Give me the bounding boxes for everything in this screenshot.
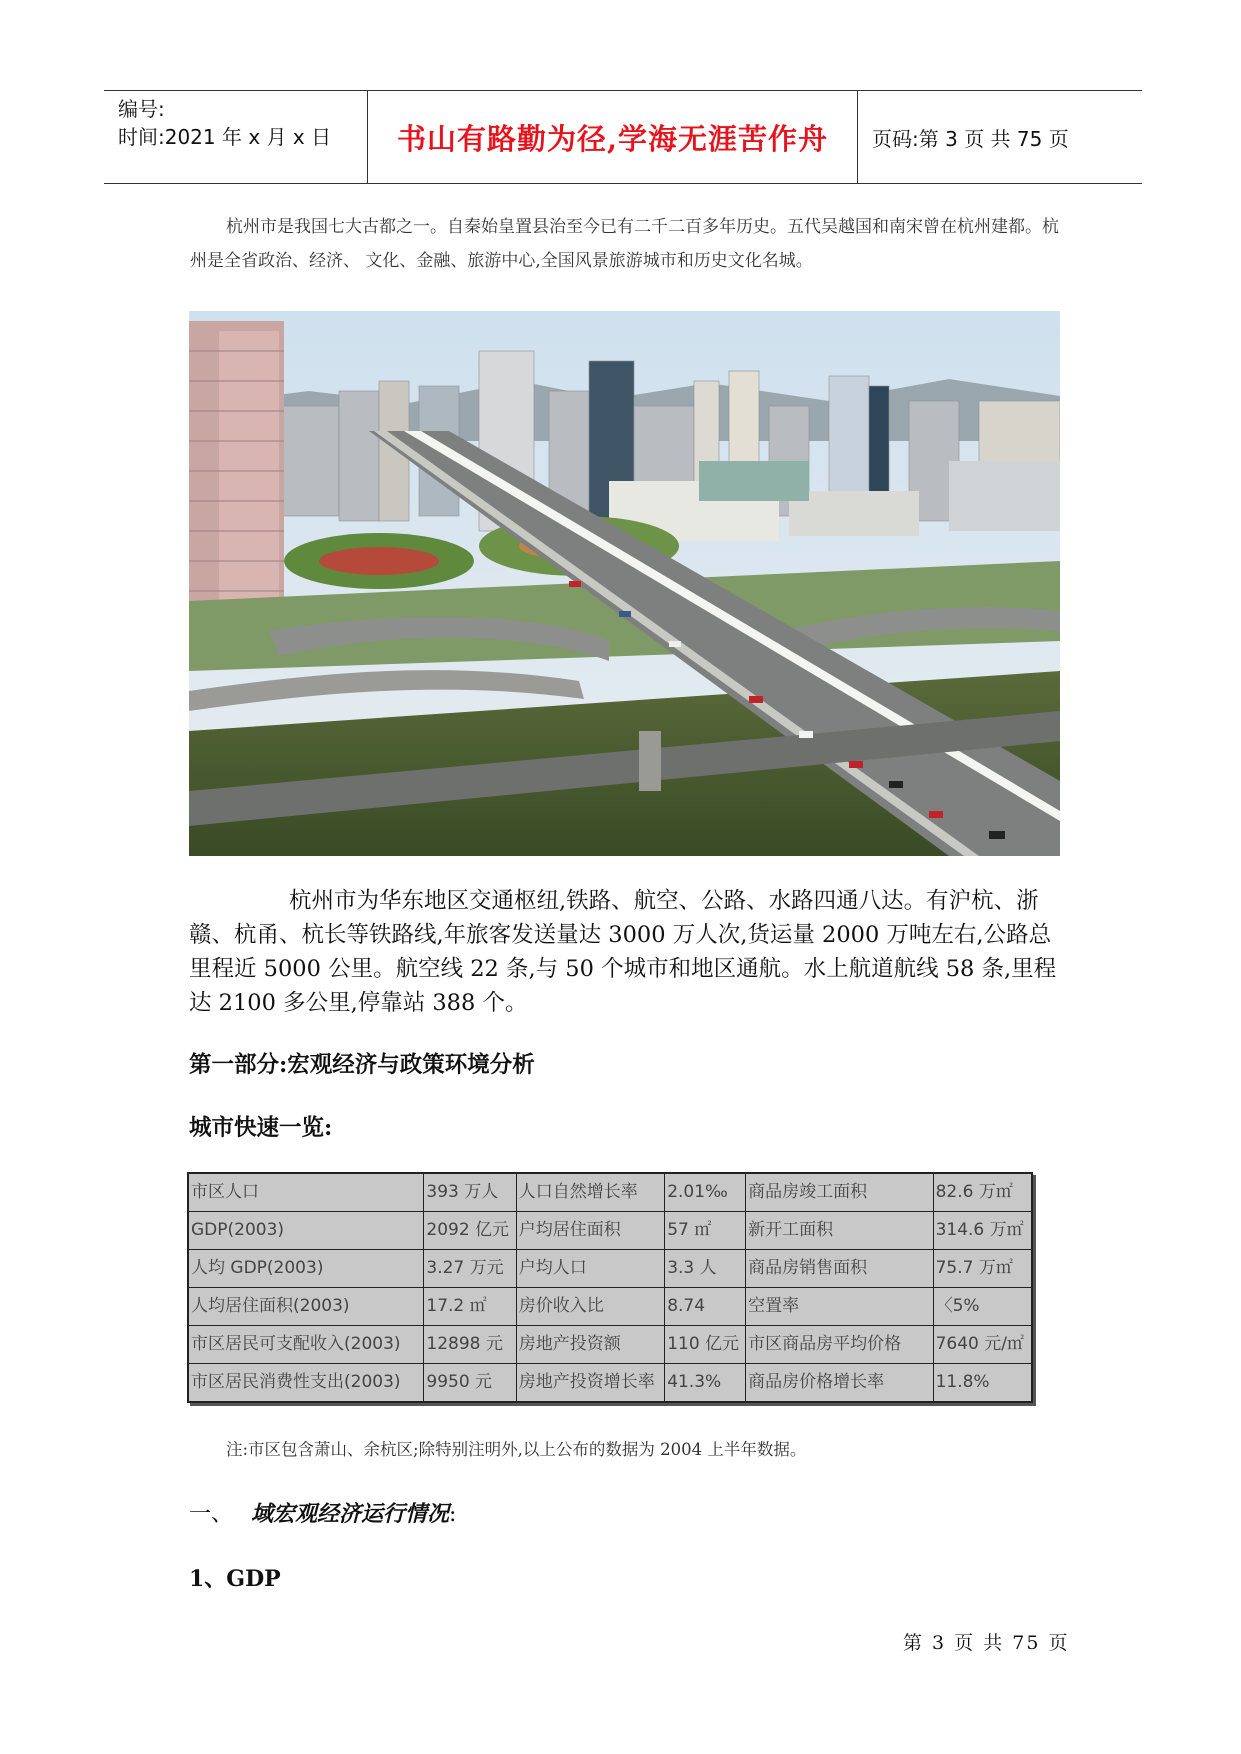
table-cell: 市区商品房平均价格 xyxy=(746,1326,933,1364)
intro-paragraph: 杭州市是我国七大古都之一。自秦始皇置县治至今已有二千二百多年历史。五代吴越国和南宋曾在杭州建都。杭州是全省政治、经济、 文化、金融、旅游中心,全国风景旅游城市和历史文化名城。 xyxy=(190,217,1059,271)
table-cell: 110 亿元 xyxy=(665,1326,746,1364)
table-cell: 393 万人 xyxy=(424,1173,516,1212)
table-cell: 市区居民可支配收入(2003) xyxy=(188,1326,424,1364)
doc-number-label: 编号: xyxy=(118,97,165,121)
table-cell: 8.74 xyxy=(665,1288,746,1326)
table-cell: 9950 元 xyxy=(424,1364,516,1403)
table-row xyxy=(188,1212,1032,1250)
header-meta xyxy=(104,91,368,183)
table-cell: 人口自然增长率 xyxy=(516,1173,664,1212)
table-cell: 商品房价格增长率 xyxy=(746,1364,933,1403)
table-cell: 2092 亿元 xyxy=(424,1212,516,1250)
doc-date-label: 时间:2021 年 x 月 x 日 xyxy=(118,125,332,149)
table-cell: 商品房竣工面积 xyxy=(746,1173,933,1212)
table-cell: 12898 元 xyxy=(424,1326,516,1364)
page-footer: 第 3 页 共 75 页 xyxy=(903,1632,1070,1654)
section-heading-macro-operation xyxy=(189,1497,456,1528)
table-cell: 新开工面积 xyxy=(746,1212,933,1250)
table-cell: 户均居住面积 xyxy=(516,1212,664,1250)
table-cell: 314.6 万㎡ xyxy=(933,1212,1032,1250)
section-title: 域宏观经济运行情况 xyxy=(251,1501,450,1527)
city-interchange-photo xyxy=(189,311,1060,856)
table-cell: 82.6 万㎡ xyxy=(933,1173,1032,1212)
header-motto: 书山有路勤为径,学海无涯苦作舟 xyxy=(396,121,829,156)
table-note: 注:市区包含萧山、余杭区;除特别注明外,以上公布的数据为 2004 上半年数据。 xyxy=(226,1440,807,1459)
section-title-macro-economy: 第一部分:宏观经济与政策环境分析 xyxy=(189,1052,535,1078)
table-cell: 房地产投资额 xyxy=(516,1326,664,1364)
table-cell: 商品房销售面积 xyxy=(746,1250,933,1288)
table-cell: 房价收入比 xyxy=(516,1288,664,1326)
section-title-city-overview: 城市快速一览: xyxy=(189,1115,333,1141)
transport-paragraph: 杭州市为华东地区交通枢纽,铁路、航空、公路、水路四通八达。有沪杭、浙赣、杭甬、杭长等铁路线,年旅客发送量达 3000 万人次,货运量 2000 万吨左右,公路总里程近 5000 公里。航空线 22 条,与 50 个城市和地区通航。水上航道航线 58 条,里程达 2100 多公里,停靠站 388 个。 xyxy=(189,888,1057,1016)
table-cell: 市区人口 xyxy=(188,1173,424,1212)
table-cell: 2.01‰ xyxy=(665,1173,746,1212)
table-row xyxy=(188,1326,1032,1364)
section-number: 一、 xyxy=(189,1502,234,1527)
table-row xyxy=(188,1250,1032,1288)
table-cell: 房地产投资增长率 xyxy=(516,1364,664,1403)
table-cell: 17.2 ㎡ xyxy=(424,1288,516,1326)
table-cell: 57 ㎡ xyxy=(665,1212,746,1250)
table-cell: 41.3% xyxy=(665,1364,746,1403)
table-cell: GDP(2003) xyxy=(188,1212,424,1250)
table-cell: 人均居住面积(2003) xyxy=(188,1288,424,1326)
page-header xyxy=(104,90,1142,184)
table-row xyxy=(188,1364,1032,1403)
table-cell: 人均 GDP(2003) xyxy=(188,1250,424,1288)
city-overview-table xyxy=(187,1172,1033,1403)
header-page-cell xyxy=(858,91,1142,183)
city-photo-illustration xyxy=(189,311,1060,856)
table-cell: 75.7 万㎡ xyxy=(933,1250,1032,1288)
header-motto-cell xyxy=(368,91,858,183)
table-row xyxy=(188,1288,1032,1326)
table-cell: 11.8% xyxy=(933,1364,1032,1403)
table-row xyxy=(188,1173,1032,1212)
header-page-number: 页码:第 3 页 共 75 页 xyxy=(872,126,1069,151)
table-cell: 户均人口 xyxy=(516,1250,664,1288)
table-cell: 3.3 人 xyxy=(665,1250,746,1288)
table-cell: 7640 元/㎡ xyxy=(933,1326,1032,1364)
table-cell: 空置率 xyxy=(746,1288,933,1326)
section-title-colon: : xyxy=(449,1502,457,1527)
subsection-title-gdp: 1、GDP xyxy=(189,1566,281,1592)
table-cell: 〈5% xyxy=(933,1288,1032,1326)
table-cell: 市区居民消费性支出(2003) xyxy=(188,1364,424,1403)
table-cell: 3.27 万元 xyxy=(424,1250,516,1288)
